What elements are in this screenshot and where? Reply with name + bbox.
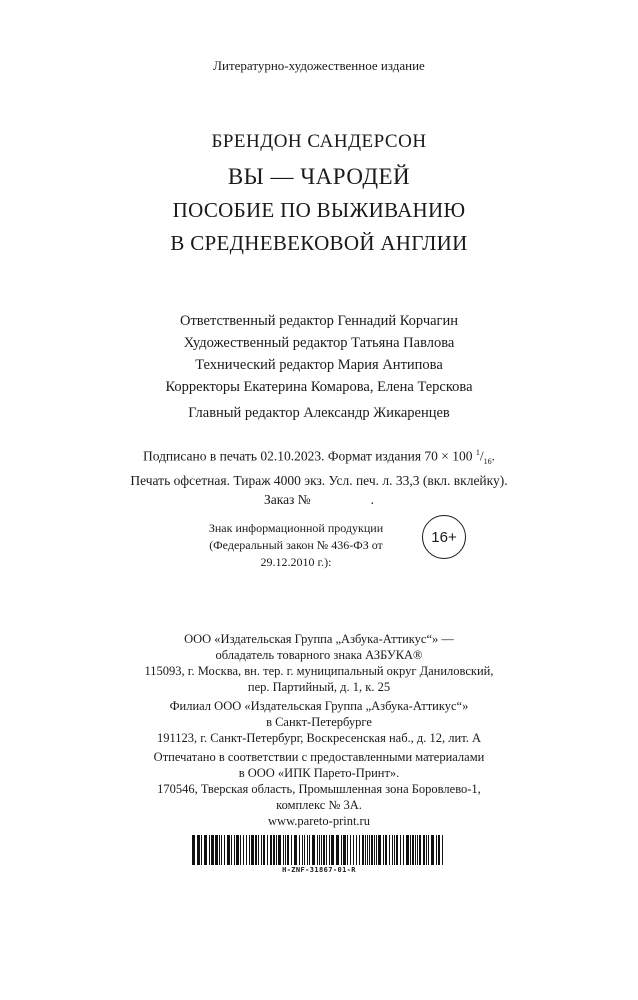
barcode-bar xyxy=(192,835,195,865)
printer-line: в ООО «ИПК Парето-Принт». xyxy=(238,766,400,780)
barcode-bar xyxy=(249,835,250,865)
barcode-bar xyxy=(261,835,262,865)
publisher-line: пер. Партийный, д. 1, к. 25 xyxy=(247,680,391,694)
age-rating-badge xyxy=(422,515,466,559)
barcode-bar xyxy=(410,835,411,865)
barcode-bar xyxy=(350,835,351,865)
barcode-bar xyxy=(302,835,303,865)
barcode-bar xyxy=(211,835,214,865)
edition-type: Литературно-художественное издание xyxy=(213,58,425,73)
format-denominator: 16 xyxy=(483,457,492,467)
info-sign-line1: Знак информационной продукции xyxy=(208,521,384,535)
barcode-bar xyxy=(219,835,220,865)
info-sign-text xyxy=(186,520,406,571)
barcode-bar xyxy=(270,835,272,865)
publisher-line: обладатель товарного знака АЗБУКА® xyxy=(215,648,423,662)
barcode-bar xyxy=(263,835,265,865)
barcode-bar xyxy=(312,835,315,865)
responsible-editor: Ответственный редактор Геннадий Корчагин xyxy=(179,313,459,329)
barcode-bar xyxy=(304,835,305,865)
barcode-bar xyxy=(374,835,375,865)
barcode-bar xyxy=(343,835,346,865)
barcode-bar xyxy=(371,835,373,865)
barcode-bar xyxy=(287,835,289,865)
publisher-main xyxy=(0,631,638,695)
barcode-bar xyxy=(197,835,200,865)
barcode-bar xyxy=(417,835,418,865)
barcode-bar xyxy=(224,835,225,865)
barcode-bar xyxy=(392,835,393,865)
book-title: ВЫ — ЧАРОДЕЙ xyxy=(227,164,411,189)
barcode-bar xyxy=(307,835,308,865)
barcode-bar xyxy=(326,835,327,865)
barcode-bar xyxy=(234,835,235,865)
barcode-bar xyxy=(336,835,339,865)
print-info-line2: Печать офсетная. Тираж 4000 экз. Усл. печ. л. 33,3 (вкл. вклейку). xyxy=(130,473,508,489)
barcode-bar xyxy=(356,835,357,865)
barcode-bar xyxy=(209,835,210,865)
printer-line: 170546, Тверская область, Промышленная зона Боровлево-1, xyxy=(157,782,481,796)
book-subtitle-line2: В СРЕДНЕВЕКОВОЙ АНГЛИИ xyxy=(170,231,468,255)
order-label: Заказ № xyxy=(263,492,311,508)
proofreaders: Корректоры Екатерина Комарова, Елена Терскова xyxy=(165,379,473,395)
barcode-bar xyxy=(309,835,310,865)
barcode-bar xyxy=(376,835,377,865)
barcode-bar xyxy=(436,835,437,865)
barcode-bar xyxy=(215,835,218,865)
art-editor: Художественный редактор Татьяна Павлова xyxy=(183,335,455,351)
barcode-bar xyxy=(406,835,409,865)
barcode-bar xyxy=(419,835,421,865)
signed-format-text: Подписано в печать 02.10.2023. Формат издания 70 × 100 xyxy=(142,448,476,464)
barcode-bar xyxy=(428,835,429,865)
branch-line: 191123, г. Санкт-Петербург, Воскресенская наб., д. 12, лит. А xyxy=(156,731,482,745)
barcode-bar xyxy=(415,835,416,865)
barcode-bar xyxy=(278,835,281,865)
format-numerator: 1 xyxy=(475,448,480,457)
barcode-bar xyxy=(231,835,232,865)
chief-editor: Главный редактор Александр Жикаренцев xyxy=(188,405,450,421)
barcode-bar xyxy=(341,835,342,865)
barcode-bar xyxy=(321,835,322,865)
barcode-bar xyxy=(347,835,348,865)
barcode-bar xyxy=(378,835,381,865)
barcode-bar xyxy=(426,835,427,865)
barcode-bar xyxy=(359,835,360,865)
staff-credits xyxy=(0,310,638,424)
barcode-bar xyxy=(396,835,398,865)
barcode-text: H-ZNF-31867-01-R xyxy=(282,866,356,874)
barcode-bar xyxy=(299,835,300,865)
publisher-line: ООО «Издательская Группа „Азбука-Аттикус“» — xyxy=(184,632,454,646)
age-rating-label: 16+ xyxy=(431,528,457,546)
barcode-bar xyxy=(400,835,401,865)
barcode-bar xyxy=(246,835,247,865)
barcode-bar xyxy=(317,835,318,865)
barcode-bar xyxy=(204,835,207,865)
barcode-bar xyxy=(412,835,414,865)
barcode-bar xyxy=(255,835,257,865)
author-name: БРЕНДОН САНДЕРСОН xyxy=(211,131,427,152)
publisher-branch xyxy=(0,698,638,746)
barcode-bar xyxy=(438,835,440,865)
barcode-bar xyxy=(291,835,292,865)
barcode xyxy=(192,835,446,865)
barcode-bar xyxy=(365,835,366,865)
barcode-bar xyxy=(385,835,387,865)
printer-line: комплекс № 3А. xyxy=(276,798,362,812)
barcode-bar xyxy=(273,835,275,865)
barcode-bar xyxy=(276,835,277,865)
barcode-bar xyxy=(367,835,368,865)
barcode-bar xyxy=(353,835,354,865)
technical-editor: Технический редактор Мария Антипова xyxy=(195,357,443,373)
barcode-bar xyxy=(251,835,254,865)
order-number-line xyxy=(0,490,638,509)
barcode-bar xyxy=(221,835,222,865)
barcode-bar xyxy=(403,835,404,865)
barcode-bar xyxy=(258,835,259,865)
barcode-bar xyxy=(283,835,284,865)
branch-line: Филиал ООО «Издательская Группа „Азбука-Аттикус“» xyxy=(169,699,469,713)
barcode-bar xyxy=(227,835,230,865)
barcode-bar xyxy=(369,835,370,865)
barcode-bar xyxy=(389,835,390,865)
barcode-bar xyxy=(362,835,364,865)
barcode-bar xyxy=(423,835,425,865)
barcode-bar xyxy=(323,835,325,865)
print-info-line1-end: . xyxy=(491,448,496,464)
publisher-info xyxy=(0,631,638,832)
barcode-bar xyxy=(285,835,286,865)
barcode-bar xyxy=(240,835,241,865)
barcode-bar xyxy=(267,835,268,865)
barcode-bar xyxy=(243,835,244,865)
print-info-line1: Подписано в печать 02.10.2023. Формат издания 70 × 100 $^1/_{16}$. xyxy=(142,448,496,467)
barcode-bar xyxy=(294,835,297,865)
barcode-bar xyxy=(201,835,202,865)
barcode-bar xyxy=(431,835,434,865)
printer-website: www.pareto-print.ru xyxy=(268,814,370,828)
barcode-bar xyxy=(319,835,320,865)
barcode-bar xyxy=(329,835,330,865)
barcode-bar xyxy=(331,835,334,865)
printer-info xyxy=(0,749,638,829)
order-end: . xyxy=(370,492,375,508)
info-sign-line2: (Федеральный закон № 436-ФЗ от 29.12.2010 г.): xyxy=(209,538,383,569)
publisher-line: 115093, г. Москва, вн. тер. г. муниципальный округ Даниловский, xyxy=(144,664,494,678)
print-info xyxy=(0,443,638,509)
book-subtitle-line1: ПОСОБИЕ ПО ВЫЖИВАНИЮ xyxy=(172,198,466,222)
printer-line: Отпечатано в соответствии с предоставленными материалами xyxy=(153,750,485,764)
barcode-bar xyxy=(383,835,384,865)
branch-line: в Санкт-Петербурге xyxy=(266,715,372,729)
barcode-bar xyxy=(236,835,239,865)
barcode-bar xyxy=(442,835,443,865)
barcode-bar xyxy=(394,835,395,865)
